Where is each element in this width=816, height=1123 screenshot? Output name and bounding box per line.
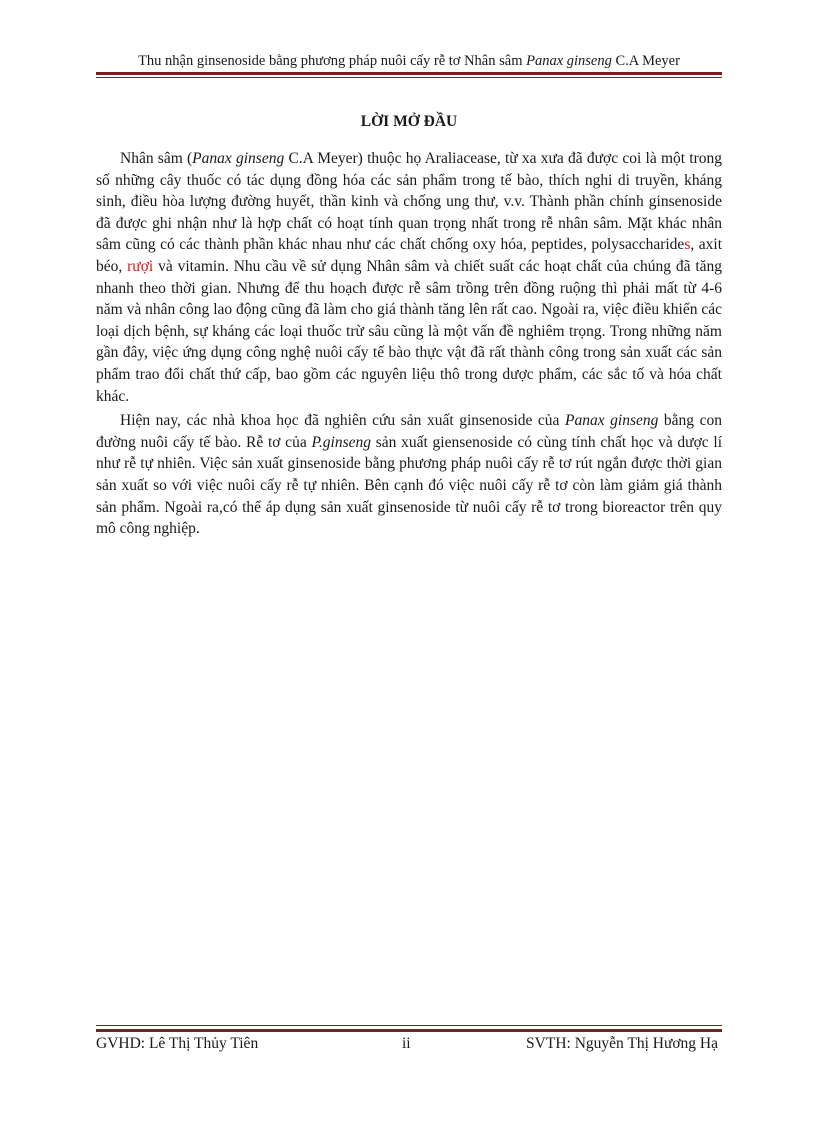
header-species-italic: Panax ginseng	[526, 53, 612, 69]
p2-text-2: bằng con đường nuôi cấy tế bào. Rễ tơ của	[96, 412, 722, 451]
p2-italic-abbrev: P.ginseng	[311, 433, 372, 451]
body-text	[96, 148, 722, 543]
header-rule-thick	[96, 72, 722, 75]
p2-text-1: Hiện nay, các nhà khoa học đã nghiên cứu sản xuất ginsenoside của	[120, 412, 565, 430]
p2-text-3: sản xuất giensenoside có cùng tính chất học và dược lí như rễ tự nhiên. Việc sản xuất ginsenoside bằng phương pháp nuôi cấy rễ tơ rút ngắn được thời gian sản xuất so với việc nuôi cấy rễ tự nhiên. Bên cạnh đó việc nuôi cấy rễ tơ còn làm giảm giá thành sản phẩm. Ngoài ra,có thể áp dụng sản xuất ginsenoside từ nuôi cấy rễ tơ trong bioreactor trên quy mô công nghiệp.	[96, 433, 722, 538]
footer-supervisor: GVHD: Lê Thị Thủy Tiên	[96, 1035, 259, 1052]
p2-italic-species: Panax ginseng	[565, 412, 659, 430]
p1-text-1: Nhân sâm (	[120, 150, 193, 167]
header-text-part2: C.A Meyer	[611, 53, 680, 69]
header-rule-thin	[96, 77, 722, 78]
page-footer	[96, 1034, 722, 1054]
p1-red-ruou: rượi	[127, 257, 154, 275]
p1-text-3: , axit béo,	[96, 236, 722, 275]
paragraph-2	[96, 410, 722, 540]
footer-rule-thin	[96, 1025, 722, 1026]
p1-text-4: và vitamin. Nhu cầu về sử dụng Nhân sâm và chiết suất các hoạt chất của chúng đã tăng nhanh theo thời gian. Nhưng để thu hoạch được rễ sâm trồng trên đồng ruộng thì phải mất từ 4-6 năm và nhân công lao động cũng đã làm cho giá thành tăng lên rất cao. Ngoài ra, việc điều khiển các loại dịch bệnh, sự kháng các loại thuốc trừ sâu cũng là một vấn đề nghiêm trọng. Trong những năm gần đây, việc ứng dụng công nghệ nuôi cấy tế bào thực vật đã rất thành công trong sản xuất các sản phẩm trao đổi chất thứ cấp, bao gồm các nguyên liệu thô trong dược phẩm, các sắc tố và hóa chất khác.	[96, 257, 723, 405]
footer-page-number: ii	[402, 1035, 411, 1052]
page-title: LỜI MỞ ĐẦU	[360, 113, 458, 130]
paragraph-1	[96, 148, 722, 407]
footer-student: SVTH: Nguyễn Thị Hương Hạ	[526, 1035, 718, 1052]
footer-rule-thick	[96, 1029, 722, 1032]
p1-text-2: C.A Meyer) thuộc họ Araliacease, từ xa xưa đã được coi là một trong số những cây thuốc có tác dụng đồng hóa các sản phẩm trong tế bào, thích nghi di truyền, kháng sinh, điều hòa lượng đường huyết, thần kinh và chống ung thư, v.v. Thành phần chính ginsenoside đã được ghi nhận như là hợp chất có hoạt tính quan trọng nhất trong rễ nhân sâm. Mặt khác nhân sâm cũng có các thành phần khác nhau như các chất chống oxy hóa, peptides, polysaccharide	[96, 150, 722, 254]
p1-red-s: s	[684, 236, 691, 254]
p1-italic-species: Panax ginseng	[192, 150, 285, 167]
running-header	[96, 52, 722, 70]
header-text-part1: Thu nhận ginsenoside bằng phương pháp nuôi cấy rễ tơ Nhân sâm	[138, 53, 527, 69]
